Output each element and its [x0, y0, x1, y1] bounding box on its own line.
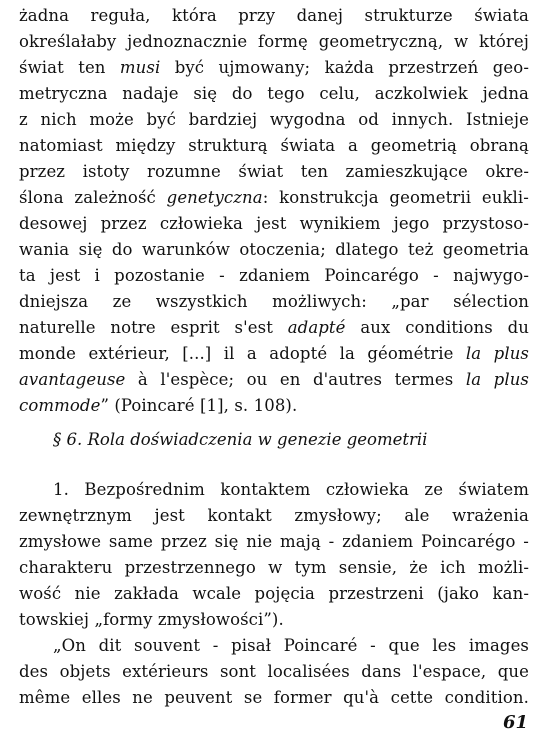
text-segment: même elles ne peuvent se former qu'à cette condition.	[19, 688, 529, 707]
text-line	[53, 633, 529, 659]
text-segment: à l'espèce; ou en d'autres termes	[125, 370, 466, 389]
text-line	[19, 555, 529, 581]
text-line	[19, 529, 529, 555]
text-line	[19, 133, 529, 159]
text-segment: desowej przez człowieka jest wynikiem jego przystoso-	[19, 214, 529, 233]
text-segment: dniejsza ze wszystkich możliwych: „par sélection	[19, 292, 529, 311]
text-line	[19, 367, 529, 393]
italic-text-segment: avantageuse	[19, 370, 126, 389]
text-segment: ślona zależność	[19, 188, 167, 207]
text-line	[19, 659, 529, 685]
text-line	[19, 607, 529, 633]
text-segment: określałaby jednoznacznie formę geometryczną, w której	[19, 32, 529, 51]
italic-text-segment: adapté	[287, 318, 346, 337]
text-line	[19, 3, 529, 29]
italic-text-segment: la plus	[465, 344, 529, 363]
text-line	[19, 211, 529, 237]
text-line	[19, 315, 529, 341]
text-segment: 1. Bezpośrednim kontaktem człowieka ze światem	[53, 480, 529, 499]
text-segment: charakteru przestrzennego w tym sensie, że ich możli-	[19, 558, 529, 577]
text-segment: przez istoty rozumne świat ten zamieszkujące okre-	[19, 162, 529, 181]
text-line	[19, 341, 529, 367]
page-number: 61	[502, 712, 528, 733]
text-segment: ” (Poincaré [1], s. 108).	[100, 396, 298, 415]
text-segment: natomiast między strukturą świata a geometrią obraną	[19, 136, 529, 155]
text-line	[19, 581, 529, 607]
text-segment: towskiej „formy zmysłowości”).	[19, 610, 284, 629]
text-segment: monde extérieur, [...] il a adopté la géométrie	[19, 344, 466, 363]
text-segment: metryczna nadaje się do tego celu, aczkolwiek jedna	[19, 84, 529, 103]
text-segment: aux conditions du	[345, 318, 529, 337]
text-line	[19, 107, 529, 133]
text-segment: zewnętrznym jest kontakt zmysłowy; ale wrażenia	[19, 506, 529, 525]
text-segment: wość nie zakłada wcale pojęcia przestrzeni (jako kan-	[19, 584, 529, 603]
text-segment: des objets extérieurs sont localisées dans l'espace, que	[19, 662, 529, 681]
text-line	[19, 237, 529, 263]
text-line	[19, 503, 529, 529]
italic-text-segment: commode	[19, 396, 101, 415]
text-line	[19, 159, 529, 185]
text-segment: naturelle notre esprit s'est	[19, 318, 288, 337]
text-line	[53, 477, 529, 503]
text-line	[19, 185, 529, 211]
text-line	[19, 263, 529, 289]
text-line	[19, 29, 529, 55]
text-segment: wania się do warunków otoczenia; dlatego też geometria	[19, 240, 529, 259]
text-segment: ta jest i pozostanie - zdaniem Poincarégo - najwygo-	[19, 266, 529, 285]
text-segment: świat ten	[19, 58, 120, 77]
text-line	[19, 289, 529, 315]
text-segment: z nich może być bardziej wygodna od innych. Istnieje	[19, 110, 529, 129]
italic-text-segment: la plus	[465, 370, 529, 389]
text-segment: : konstrukcja geometrii eukli-	[262, 188, 529, 207]
text-segment: zmysłowe same przez się nie mają - zdaniem Poincarégo -	[19, 532, 529, 551]
text-line	[19, 81, 529, 107]
text-line	[19, 393, 529, 419]
text-line	[19, 55, 529, 81]
section-heading: § 6. Rola doświadczenia w genezie geometrii	[53, 430, 428, 449]
italic-text-segment: genetyczna	[166, 188, 263, 207]
text-segment: być ujmowany; każda przestrzeń geo-	[160, 58, 529, 77]
text-segment: „On dit souvent - pisał Poincaré - que les images	[53, 636, 529, 655]
italic-text-segment: musi	[119, 58, 161, 77]
text-segment: żadna reguła, która przy danej strukturze świata	[19, 6, 529, 25]
text-line	[19, 685, 529, 711]
